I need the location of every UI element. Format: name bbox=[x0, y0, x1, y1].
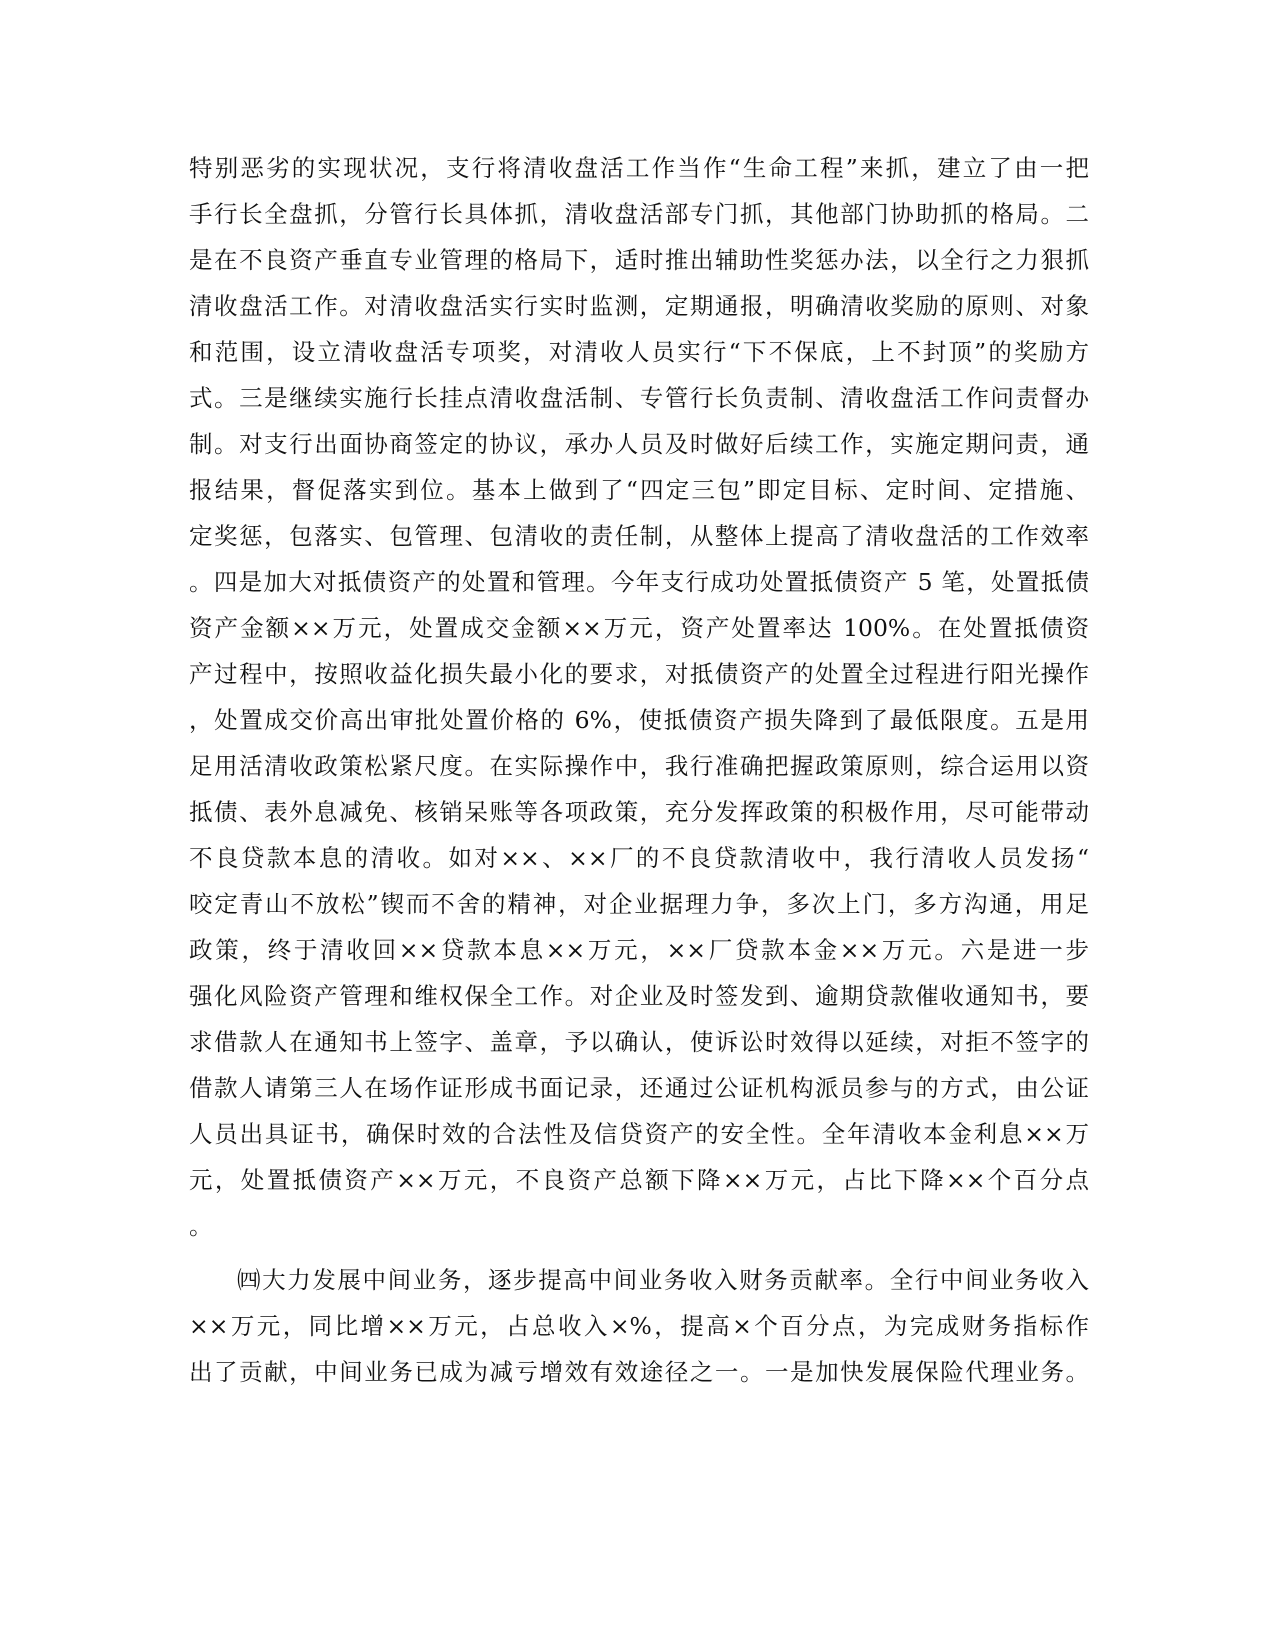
paragraph-line: 报结果，督促落实到位。基本上做到了“四定三包”即定目标、定时间、定措施、 bbox=[189, 476, 1089, 504]
paragraph-line: 人员出具证书，确保时效的合法性及信贷资产的安全性。全年清收本金利息××万 bbox=[189, 1120, 1089, 1148]
paragraph-line: 强化风险资产管理和维权保全工作。对企业及时签发到、逾期贷款催收通知书，要 bbox=[189, 982, 1089, 1010]
paragraph-line: 出了贡献，中间业务已成为减亏增效有效途径之一。一是加快发展保险代理业务。 bbox=[189, 1358, 1089, 1386]
paragraph-line: 式。三是继续实施行长挂点清收盘活制、专管行长负责制、清收盘活工作问责督办 bbox=[189, 384, 1089, 412]
paragraph-line: 制。对支行出面协商签定的协议，承办人员及时做好后续工作，实施定期问责，通 bbox=[189, 430, 1089, 458]
paragraph-line: ㈣大力发展中间业务，逐步提高中间业务收入财务贡献率。全行中间业务收入 bbox=[237, 1266, 1089, 1294]
paragraph-line: 不良贷款本息的清收。如对××、××厂的不良贷款清收中，我行清收人员发扬“ bbox=[189, 844, 1089, 872]
paragraph-line: 清收盘活工作。对清收盘活实行实时监测，定期通报，明确清收奖励的原则、对象 bbox=[189, 292, 1089, 320]
paragraph-line: 咬定青山不放松”锲而不舍的精神，对企业据理力争，多次上门，多方沟通，用足 bbox=[189, 890, 1089, 918]
paragraph-line: 借款人请第三人在场作证形成书面记录，还通过公证机构派员参与的方式，由公证 bbox=[189, 1074, 1089, 1102]
paragraph-line: 求借款人在通知书上签字、盖章，予以确认，使诉讼时效得以延续，对拒不签字的 bbox=[189, 1028, 1089, 1056]
paragraph-line: 和范围，设立清收盘活专项奖，对清收人员实行“下不保底，上不封顶”的奖励方 bbox=[189, 338, 1089, 366]
paragraph-line: ，处置成交价高出审批处置价格的 6%，使抵债资产损失降到了最低限度。五是用 bbox=[189, 706, 1089, 734]
paragraph-line: 定奖惩，包落实、包管理、包清收的责任制，从整体上提高了清收盘活的工作效率 bbox=[189, 522, 1089, 550]
paragraph-line: 元，处置抵债资产××万元，不良资产总额下降××万元，占比下降××个百分点 bbox=[189, 1166, 1089, 1194]
paragraph-line: 。四是加大对抵债资产的处置和管理。今年支行成功处置抵债资产 5 笔，处置抵债 bbox=[189, 568, 1089, 596]
paragraph-line: 手行长全盘抓，分管行长具体抓，清收盘活部专门抓，其他部门协助抓的格局。二 bbox=[189, 200, 1089, 228]
paragraph-line: 资产金额××万元，处置成交金额××万元，资产处置率达 100%。在处置抵债资 bbox=[189, 614, 1089, 642]
paragraph-line: 足用活清收政策松紧尺度。在实际操作中，我行准确把握政策原则，综合运用以资 bbox=[189, 752, 1089, 780]
paragraph-line: ××万元，同比增××万元，占总收入×%，提高×个百分点，为完成财务指标作 bbox=[189, 1312, 1089, 1340]
paragraph-line: 产过程中，按照收益化损失最小化的要求，对抵债资产的处置全过程进行阳光操作 bbox=[189, 660, 1089, 688]
paragraph-line: 。 bbox=[189, 1212, 213, 1240]
paragraph-line: 特别恶劣的实现状况，支行将清收盘活工作当作“生命工程”来抓，建立了由一把 bbox=[189, 154, 1089, 182]
paragraph-line: 政策，终于清收回××贷款本息××万元，××厂贷款本金××万元。六是进一步 bbox=[189, 936, 1089, 964]
paragraph-line: 是在不良资产垂直专业管理的格局下，适时推出辅助性奖惩办法，以全行之力狠抓 bbox=[189, 246, 1089, 274]
paragraph-line: 抵债、表外息减免、核销呆账等各项政策，充分发挥政策的积极作用，尽可能带动 bbox=[189, 798, 1089, 826]
